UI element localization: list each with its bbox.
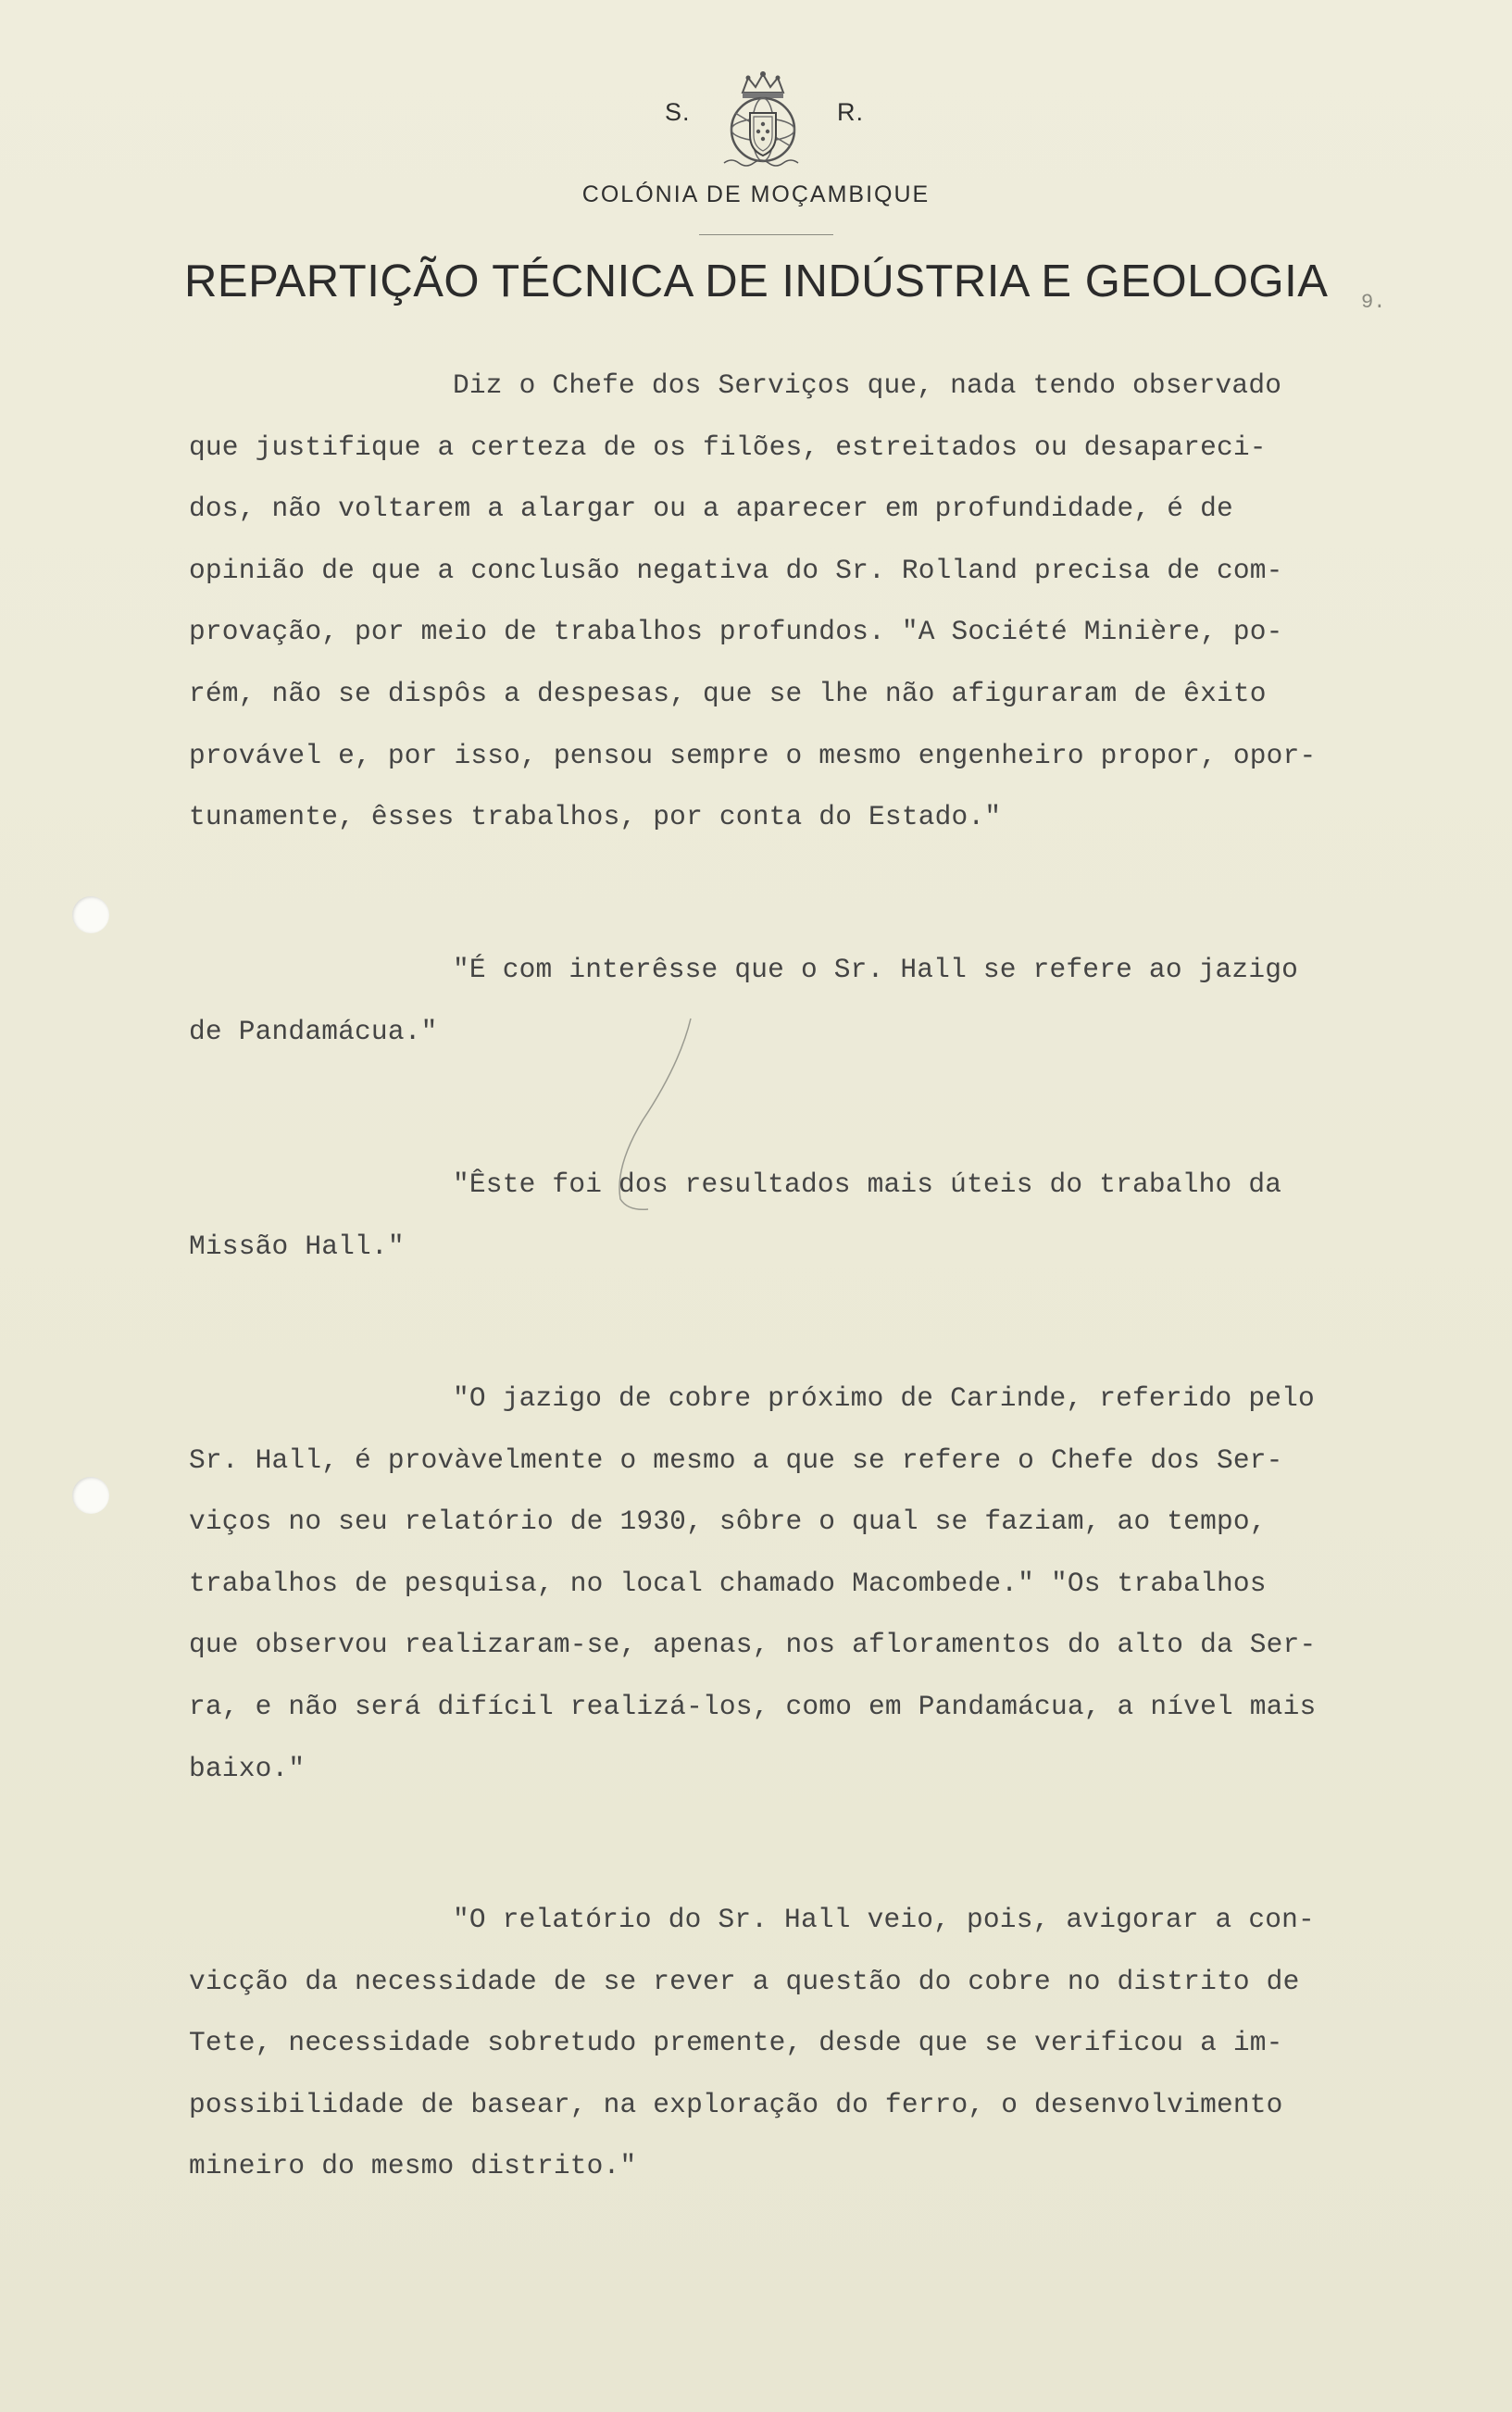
text-line: provável e, por isso, pensou sempre o mesmo engenheiro propor, opor- [189, 739, 1317, 771]
paragraph [189, 1889, 1457, 2197]
department-title: REPARTIÇÃO TÉCNICA DE INDÚSTRIA E GEOLOGIA [184, 256, 1329, 306]
seal-right-letter: R. [837, 98, 864, 126]
text-line: que observou realizaram-se, apenas, nos afloramentos do alto da Ser- [189, 1629, 1317, 1661]
text-line: de Pandamácua." [189, 1015, 438, 1047]
text-line: trabalhos de pesquisa, no local chamado Macombede." "Os trabalhos [189, 1567, 1267, 1599]
paragraph [189, 939, 1457, 1062]
text-line: "É com interêsse que o Sr. Hall se refere ao jazigo [453, 954, 1299, 985]
divider [699, 234, 833, 235]
text-line: Tete, necessidade sobretudo premente, desde que se verificou a im- [189, 2027, 1283, 2059]
paragraph [189, 1154, 1457, 1277]
text-line: "O jazigo de cobre próximo de Carinde, referido pelo [453, 1382, 1315, 1414]
punch-hole [72, 1477, 109, 1514]
page-number: 9. [1361, 291, 1386, 314]
paragraph [189, 355, 1457, 848]
punch-hole [72, 896, 109, 933]
colony-name: COLÓNIA DE MOÇAMBIQUE [581, 181, 931, 207]
text-line: vicção da necessidade de se rever a questão do cobre no distrito de [189, 1965, 1300, 1997]
text-line: rém, não se dispôs a despesas, que se lhe não afiguraram de êxito [189, 677, 1267, 709]
text-line: possibilidade de basear, na exploração do ferro, o desenvolvimento [189, 2088, 1283, 2120]
coat-of-arms-icon [711, 67, 815, 170]
text-line: provação, por meio de trabalhos profundos. "A Société Minière, po- [189, 616, 1283, 648]
paragraph [189, 1368, 1457, 1799]
text-line: dos, não voltarem a alargar ou a aparecer em profundidade, é de [189, 493, 1233, 525]
text-line: ra, e não será difícil realizá-los, como em Pandamácua, a nível mais [189, 1690, 1317, 1722]
text-line: mineiro do mesmo distrito." [189, 2150, 637, 2182]
text-line: "O relatório do Sr. Hall veio, pois, avigorar a con- [453, 1904, 1315, 1935]
text-line: que justifique a certeza de os filões, estreitados ou desapareci- [189, 431, 1267, 463]
seal-left-letter: S. [665, 98, 691, 126]
text-line: Diz o Chefe dos Serviços que, nada tendo observado [453, 369, 1282, 401]
text-line: Sr. Hall, é provàvelmente o mesmo a que se refere o Chefe dos Ser- [189, 1443, 1283, 1476]
text-line: tunamente, êsses trabalhos, por conta do Estado." [189, 801, 1002, 833]
text-line: baixo." [189, 1752, 306, 1784]
text-line: "Êste foi dos resultados mais úteis do trabalho da [453, 1169, 1282, 1200]
seal-row [0, 56, 1512, 176]
letterhead [0, 56, 1512, 324]
text-line: opinião de que a conclusão negativa do Sr. Rolland precisa de com- [189, 554, 1283, 586]
text-line: viços no seu relatório de 1930, sôbre o qual se faziam, ao tempo, [189, 1506, 1267, 1538]
text-line: Missão Hall." [189, 1230, 405, 1262]
